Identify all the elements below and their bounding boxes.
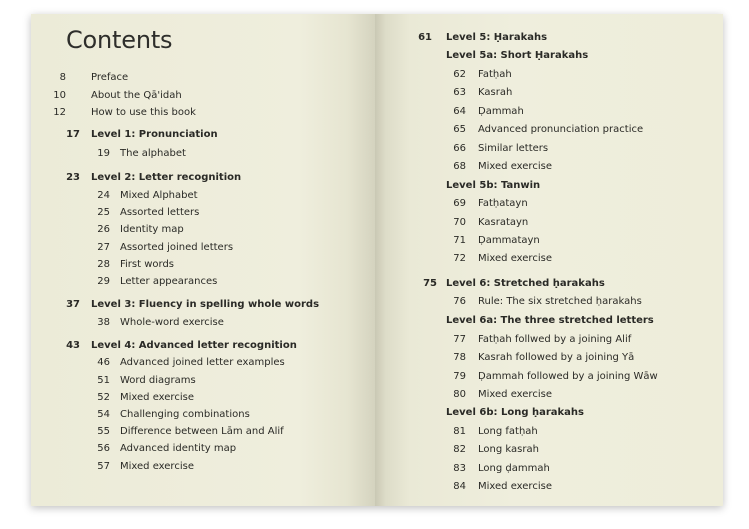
toc-entry-title: Level 1: Pronunciation (91, 129, 218, 140)
toc-entry-title: Level 4: Advanced letter recognition (91, 340, 297, 351)
toc-page-number: 26 (97, 224, 110, 235)
toc-entry-title: Ḍammah (478, 106, 524, 117)
toc-entry-title: Mixed exercise (478, 161, 552, 172)
toc-page-number: 64 (453, 106, 466, 117)
toc-entry-title: Level 6: Stretched ḥarakahs (446, 278, 605, 289)
toc-entry-title: Preface (91, 72, 129, 83)
toc-entry-title: Kasratayn (478, 217, 529, 228)
toc-entry-title: About the Qā'idah (91, 90, 182, 101)
toc-page-number: 78 (453, 352, 466, 363)
toc-page-number: 80 (453, 389, 466, 400)
toc-page-number: 69 (453, 198, 466, 209)
toc-entry-title: How to use this book (91, 107, 196, 118)
toc-entry-title: Long ḍammah (478, 463, 550, 474)
toc-page-number: 62 (453, 69, 466, 80)
toc-page-number: 46 (97, 357, 110, 368)
toc-page-number: 77 (453, 334, 466, 345)
toc-entry-title: The alphabet (120, 148, 186, 159)
toc-entry-title: Level 6b: Long ḥarakahs (446, 407, 584, 418)
toc-page-number: 38 (97, 317, 110, 328)
toc-page-number: 65 (453, 124, 466, 135)
toc-page-number: 23 (66, 172, 80, 183)
toc-page-number: 72 (453, 253, 466, 264)
toc-entry-title: Advanced identity map (120, 443, 237, 454)
toc-page-number: 82 (453, 444, 466, 455)
toc-page-number: 12 (53, 107, 66, 118)
toc-entry-title: Mixed exercise (478, 253, 552, 264)
toc-entry-title: Fatḥatayn (478, 198, 528, 209)
toc-page-number: 8 (59, 72, 66, 83)
toc-page-number: 84 (453, 481, 466, 492)
toc-page-number: 71 (453, 235, 466, 246)
toc-page-number: 66 (453, 143, 466, 154)
toc-page-number: 63 (453, 87, 466, 98)
toc-entry-title: Assorted letters (120, 207, 200, 218)
toc-page-number: 79 (453, 371, 466, 382)
toc-page-number: 75 (423, 278, 437, 289)
toc-entry-title: Kasrah (478, 87, 513, 98)
toc-entry-title: Similar letters (478, 143, 549, 154)
toc-entry-title: Level 5b: Tanwin (446, 180, 541, 191)
toc-entry-title: Advanced pronunciation practice (478, 124, 644, 135)
open-book (31, 14, 723, 506)
toc-page-number: 76 (453, 296, 466, 307)
toc-entry-title: Ḍammah followed by a joining Wāw (478, 371, 658, 382)
toc-page-number: 81 (453, 426, 466, 437)
toc-entry-title: Level 2: Letter recognition (91, 172, 242, 183)
toc-entry-title: Whole-word exercise (120, 317, 224, 328)
page-title: Contents (66, 26, 173, 54)
toc-page-number: 43 (66, 340, 80, 351)
toc-page-number: 56 (97, 443, 110, 454)
toc-entry-title: Level 5a: Short Ḥarakahs (446, 50, 589, 61)
toc-entry-title: Rule: The six stretched ḥarakahs (478, 296, 642, 307)
toc-page-number: 61 (418, 32, 432, 43)
toc-entry-title: Level 6a: The three stretched letters (446, 315, 654, 326)
toc-entry-title: Identity map (120, 224, 184, 235)
toc-entry-title: Letter appearances (120, 276, 218, 287)
toc-entry-title: Mixed exercise (120, 461, 194, 472)
toc-page-number: 19 (97, 148, 110, 159)
toc-page-number: 54 (97, 409, 110, 420)
toc-page-number: 27 (97, 242, 110, 253)
toc-entry-title: Kasrah followed by a joining Yā (478, 352, 635, 363)
toc-entry-title: Mixed Alphabet (120, 190, 198, 201)
toc-entry-title: Challenging combinations (120, 409, 250, 420)
toc-entry-title: Word diagrams (120, 375, 196, 386)
right-page (375, 14, 723, 506)
toc-page-number: 29 (97, 276, 110, 287)
toc-page-number: 52 (97, 392, 110, 403)
toc-entry-title: Ḍammatayn (478, 235, 540, 246)
left-page (31, 14, 375, 506)
toc-entry-title: Mixed exercise (120, 392, 194, 403)
toc-page-number: 68 (453, 161, 466, 172)
toc-page-number: 24 (97, 190, 110, 201)
toc-entry-title: Level 3: Fluency in spelling whole words (91, 299, 320, 310)
toc-entry-title: Level 5: Ḥarakahs (446, 32, 548, 43)
toc-page-number: 25 (97, 207, 110, 218)
toc-page-number: 55 (97, 426, 110, 437)
toc-page-number: 51 (97, 375, 110, 386)
toc-entry-title: Advanced joined letter examples (120, 357, 285, 368)
toc-page-number: 57 (97, 461, 110, 472)
toc-entry-title: Long fatḥah (478, 426, 538, 437)
toc-entry-title: Long kasrah (478, 444, 539, 455)
toc-entry-title: Difference between Lām and Alif (120, 426, 284, 437)
toc-entry-title: Assorted joined letters (120, 242, 234, 253)
toc-entry-title: First words (120, 259, 175, 270)
toc-page-number: 28 (97, 259, 110, 270)
toc-page-number: 10 (53, 90, 66, 101)
toc-entry-title: Fatḥah (478, 69, 512, 80)
toc-entry-title: Mixed exercise (478, 481, 552, 492)
toc-page-number: 37 (66, 299, 80, 310)
toc-page-number: 17 (66, 129, 80, 140)
toc-entry-title: Fatḥah follwed by a joining Alif (478, 334, 632, 345)
toc-entry-title: Mixed exercise (478, 389, 552, 400)
toc-page-number: 70 (453, 217, 466, 228)
toc-page-number: 83 (453, 463, 466, 474)
